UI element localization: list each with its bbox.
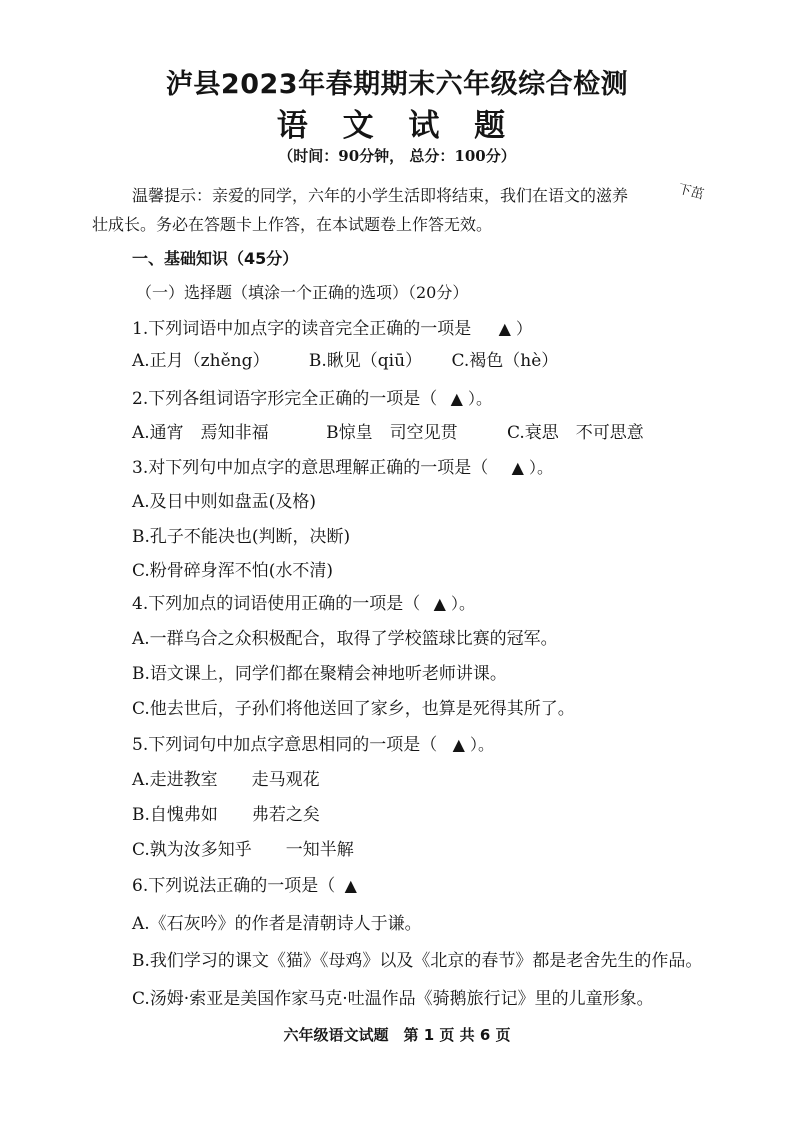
question-1-options	[132, 346, 558, 371]
question-5-option-b: B.自愧弗如 弗若之矣	[132, 805, 320, 825]
option-b: B惊皇 司空见贯	[326, 423, 458, 443]
question-4-option-a: A.一群乌合之众积极配合，取得了学校篮球比赛的冠军。	[132, 629, 558, 649]
question-6-stem	[132, 871, 357, 896]
option-c: C.褐色（hè）	[451, 351, 559, 371]
question-stem-text: 1.下列词语中加点字的读音完全正确的一项是	[132, 319, 472, 339]
answer-mark: ▲ ）。	[452, 735, 495, 754]
option-c: C.衰思 不可思意	[507, 423, 644, 443]
tip-line-1: 温馨提示：亲爱的同学，六年的小学生活即将结束，我们在语文的滋养	[132, 186, 629, 205]
question-stem-text: 2.下列各组词语字形完全正确的一项是（	[132, 389, 438, 409]
section-heading: 一、基础知识（45分）	[132, 249, 299, 268]
question-6-option-b: B.我们学习的课文《猫》《母鸡》以及《北京的春节》都是老舍先生的作品。	[132, 951, 703, 971]
question-6-option-c: C.汤姆·索亚是美国作家马克·吐温作品《骑鹅旅行记》里的儿童形象。	[132, 989, 654, 1009]
question-3-option-c: C.粉骨碎身浑不怕(水不清)	[132, 561, 334, 581]
answer-mark: ▲ ）。	[433, 594, 476, 613]
question-stem-text: 6.下列说法正确的一项是（	[132, 876, 336, 896]
question-5-option-a: A.走进教室 走马观花	[132, 770, 320, 790]
answer-mark: ▲ ）	[498, 319, 533, 338]
question-2-options	[132, 418, 644, 443]
exam-title: 泸县2023年春期期末六年级综合检测	[165, 69, 629, 100]
subject-title: 语 文 试 题	[276, 108, 518, 144]
question-stem-text: 4.下列加点的词语使用正确的一项是（	[132, 594, 421, 614]
tip-line-2: 壮成长。务必在答题卡上作答，在本试题卷上作答无效。	[92, 215, 493, 234]
question-3-stem	[132, 453, 553, 478]
question-3-option-b: B.孔子不能决也(判断，决断)	[132, 527, 351, 547]
question-4-option-c: C.他去世后，子孙们将他送回了家乡，也算是死得其所了。	[132, 699, 575, 719]
subsection-heading: （一）选择题（填涂一个正确的选项）（20分）	[136, 283, 469, 302]
question-stem-text: 3.对下列句中加点字的意思理解正确的一项是（	[132, 458, 489, 478]
answer-mark: ▲ ）。	[450, 389, 493, 408]
time-info: （时间：90分钟， 总分：100分）	[278, 147, 516, 165]
answer-mark: ▲	[344, 876, 357, 895]
question-5-stem	[132, 730, 494, 755]
question-4-stem	[132, 589, 475, 614]
option-a: A.正月（zhěng）	[132, 351, 270, 371]
question-1-stem	[132, 314, 532, 339]
question-3-option-a: A.及日中则如盘盂(及格)	[132, 492, 316, 512]
question-5-option-c: C.孰为汝多知乎 一知半解	[132, 840, 354, 860]
option-a: A.通宵 焉知非福	[132, 423, 269, 443]
question-2-stem	[132, 384, 492, 409]
answer-mark: ▲ ）。	[511, 458, 554, 477]
page-footer: 六年级语文试题 第 1 页 共 6 页	[283, 1026, 511, 1044]
question-6-option-a: A.《石灰吟》的作者是清朝诗人于谦。	[132, 914, 422, 934]
question-stem-text: 5.下列词句中加点字意思相同的一项是（	[132, 735, 438, 755]
tip-line-continuation: 下茁	[676, 181, 706, 203]
option-b: B.瞅见（qiū）	[308, 351, 423, 371]
question-4-option-b: B.语文课上，同学们都在聚精会神地听老师讲课。	[132, 664, 507, 684]
